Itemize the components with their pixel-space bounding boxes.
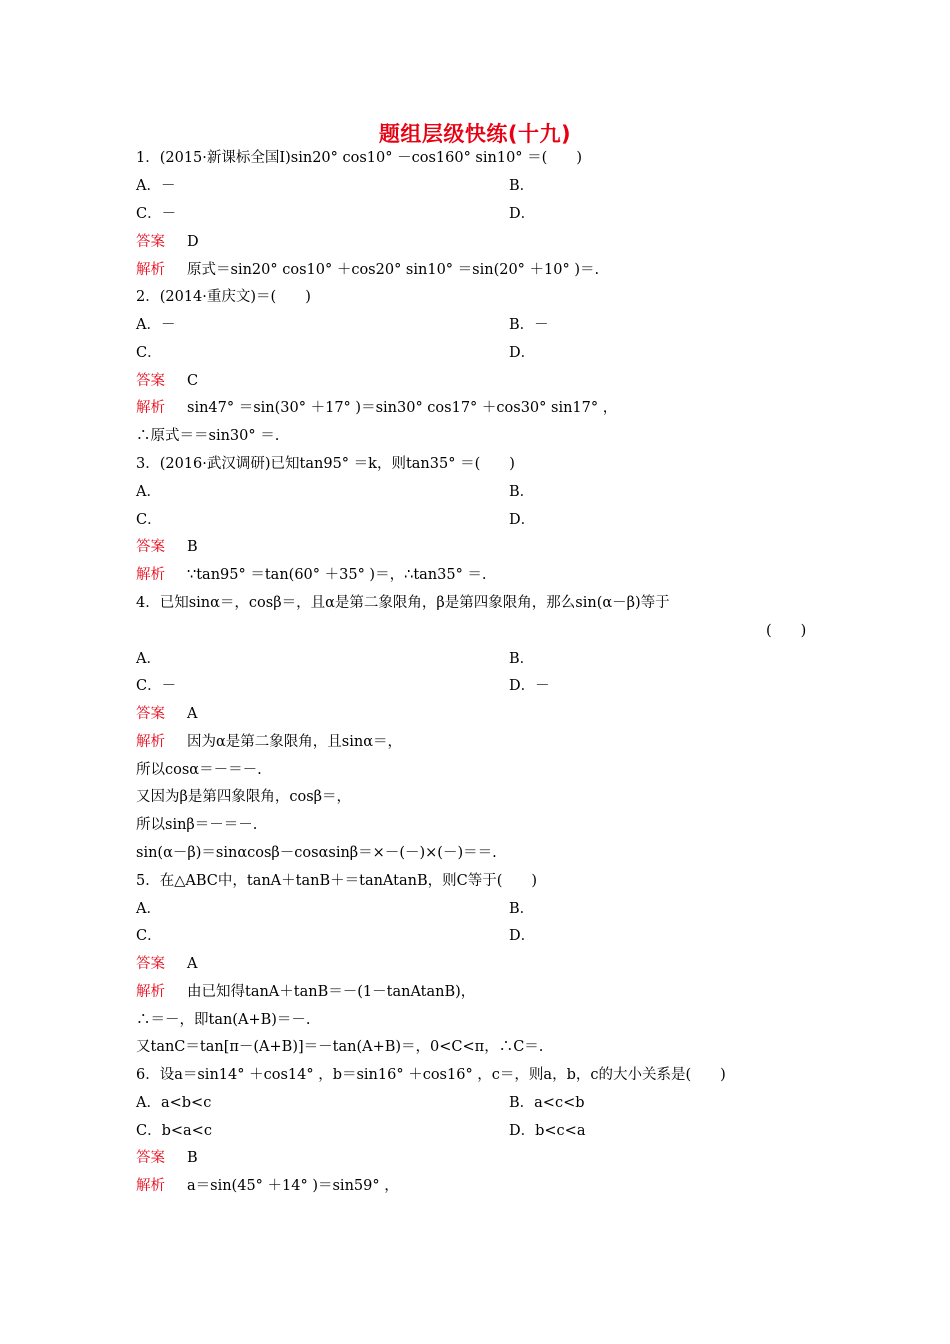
analysis-label: 解析 [136, 1178, 165, 1194]
q1-option-d: D． [509, 206, 536, 222]
q4-answer-row [136, 704, 197, 724]
q6-answer-row [136, 1148, 198, 1168]
q6-analysis: a＝sin(45° ＋14° )＝sin59° ， [187, 1178, 399, 1194]
q2-option-c: C． [136, 345, 162, 361]
q4-analysis: 因为α是第二象限角，且sinα＝， [187, 734, 402, 750]
q3-analysis: ∵tan95° ＝tan(60° ＋35° )＝，∴tan35° ＝. [187, 567, 487, 583]
q4-analysis-line-5: sin(α－β)＝sinαcosβ－cosαsinβ＝×－(－)×(－)＝＝. [136, 845, 497, 861]
analysis-label: 解析 [136, 262, 165, 278]
q2-stem: 2．(2014·重庆文)＝( ) [136, 289, 311, 305]
q5-answer: A [187, 956, 198, 972]
q5-option-d: D． [509, 928, 536, 944]
q5-analysis-line-2: ∴＝－，即tan(A+B)＝－. [136, 1012, 311, 1028]
q1-answer-row [136, 232, 199, 252]
q2-analysis-row [136, 398, 617, 418]
q6-option-a: A．a<b<c [136, 1095, 212, 1111]
q4-stem: 4．已知sinα＝，cosβ＝，且α是第二象限角，β是第四象限角，那么sin(α－β)等于 [136, 595, 670, 611]
q3-option-c: C． [136, 512, 162, 528]
q1-analysis-row [136, 260, 599, 280]
q2-analysis: sin47° ＝sin(30° ＋17° )＝sin30° cos17° ＋cos30° sin17° ， [187, 400, 618, 416]
q5-option-c: C． [136, 928, 162, 944]
q4-analysis-line-2: 所以cosα＝－＝－. [136, 762, 262, 778]
q3-analysis-row [136, 565, 487, 585]
q6-option-d: D．b<c<a [509, 1123, 586, 1139]
q2-answer-row [136, 371, 198, 391]
q3-stem: 3．(2016·武汉调研)已知tan95° ＝k，则tan35° ＝( ) [136, 456, 515, 472]
q4-analysis-row [136, 732, 402, 752]
q3-option-d: D． [509, 512, 536, 528]
q5-answer-row [136, 954, 197, 974]
page-title: 题组层级快练(十九) [378, 122, 572, 146]
q4-option-d: D．－ [509, 678, 550, 694]
q3-option-b: B． [509, 484, 535, 500]
answer-label: 答案 [136, 234, 165, 250]
q1-answer: D [187, 234, 199, 250]
q6-stem: 6．设a＝sin14° ＋cos14° ，b＝sin16° ＋cos16° ，c＝，则a，b，c的大小关系是( ) [136, 1067, 726, 1083]
q2-answer: C [187, 373, 199, 389]
q5-analysis-line-3: 又tanC＝tan[π－(A+B)]＝－tan(A+B)＝，0<C<π，∴C＝. [136, 1039, 544, 1055]
q4-option-b: B． [509, 651, 535, 667]
answer-label: 答案 [136, 539, 165, 555]
q1-analysis: 原式＝sin20° cos10° ＋cos20° sin10° ＝sin(20° ＋10° )＝. [187, 262, 600, 278]
q2-option-b: B．－ [509, 317, 549, 333]
q4-answer: A [187, 706, 198, 722]
answer-label: 答案 [136, 706, 165, 722]
q6-option-b: B．a<c<b [509, 1095, 585, 1111]
q4-analysis-line-3: 又因为β是第四象限角，cosβ＝， [136, 789, 352, 805]
q1-option-b: B． [509, 178, 535, 194]
answer-label: 答案 [136, 956, 165, 972]
q3-answer: B [187, 539, 198, 555]
analysis-label: 解析 [136, 567, 165, 583]
q4-option-a: A． [136, 651, 161, 667]
q2-analysis-line: ∴原式＝＝sin30° ＝. [136, 428, 280, 444]
analysis-label: 解析 [136, 984, 165, 1000]
q3-option-a: A． [136, 484, 161, 500]
q5-analysis-row [136, 982, 475, 1002]
q1-stem: 1．(2015·新课标全国Ⅰ)sin20° cos10° －cos160° sin10° ＝( ) [136, 150, 582, 166]
analysis-label: 解析 [136, 400, 165, 416]
q1-option-a: A．－ [136, 178, 176, 194]
q4-option-c: C．－ [136, 678, 177, 694]
answer-label: 答案 [136, 1150, 165, 1166]
answer-label: 答案 [136, 373, 165, 389]
q6-option-c: C．b<a<c [136, 1123, 212, 1139]
q4-answer-blank: ( ) [766, 623, 807, 639]
q4-analysis-line-4: 所以sinβ＝－＝－. [136, 817, 258, 833]
q5-stem: 5．在△ABC中，tanA＋tanB＋＝tanAtanB，则C等于( ) [136, 873, 538, 889]
q3-answer-row [136, 537, 198, 557]
q5-option-a: A． [136, 901, 161, 917]
q1-option-c: C．－ [136, 206, 177, 222]
analysis-label: 解析 [136, 734, 165, 750]
q6-answer: B [187, 1150, 198, 1166]
q6-analysis-row [136, 1176, 399, 1196]
q2-option-d: D． [509, 345, 536, 361]
q5-option-b: B． [509, 901, 535, 917]
q2-option-a: A．－ [136, 317, 176, 333]
q5-analysis: 由已知得tanA＋tanB＝－(1－tanAtanB)， [187, 984, 476, 1000]
